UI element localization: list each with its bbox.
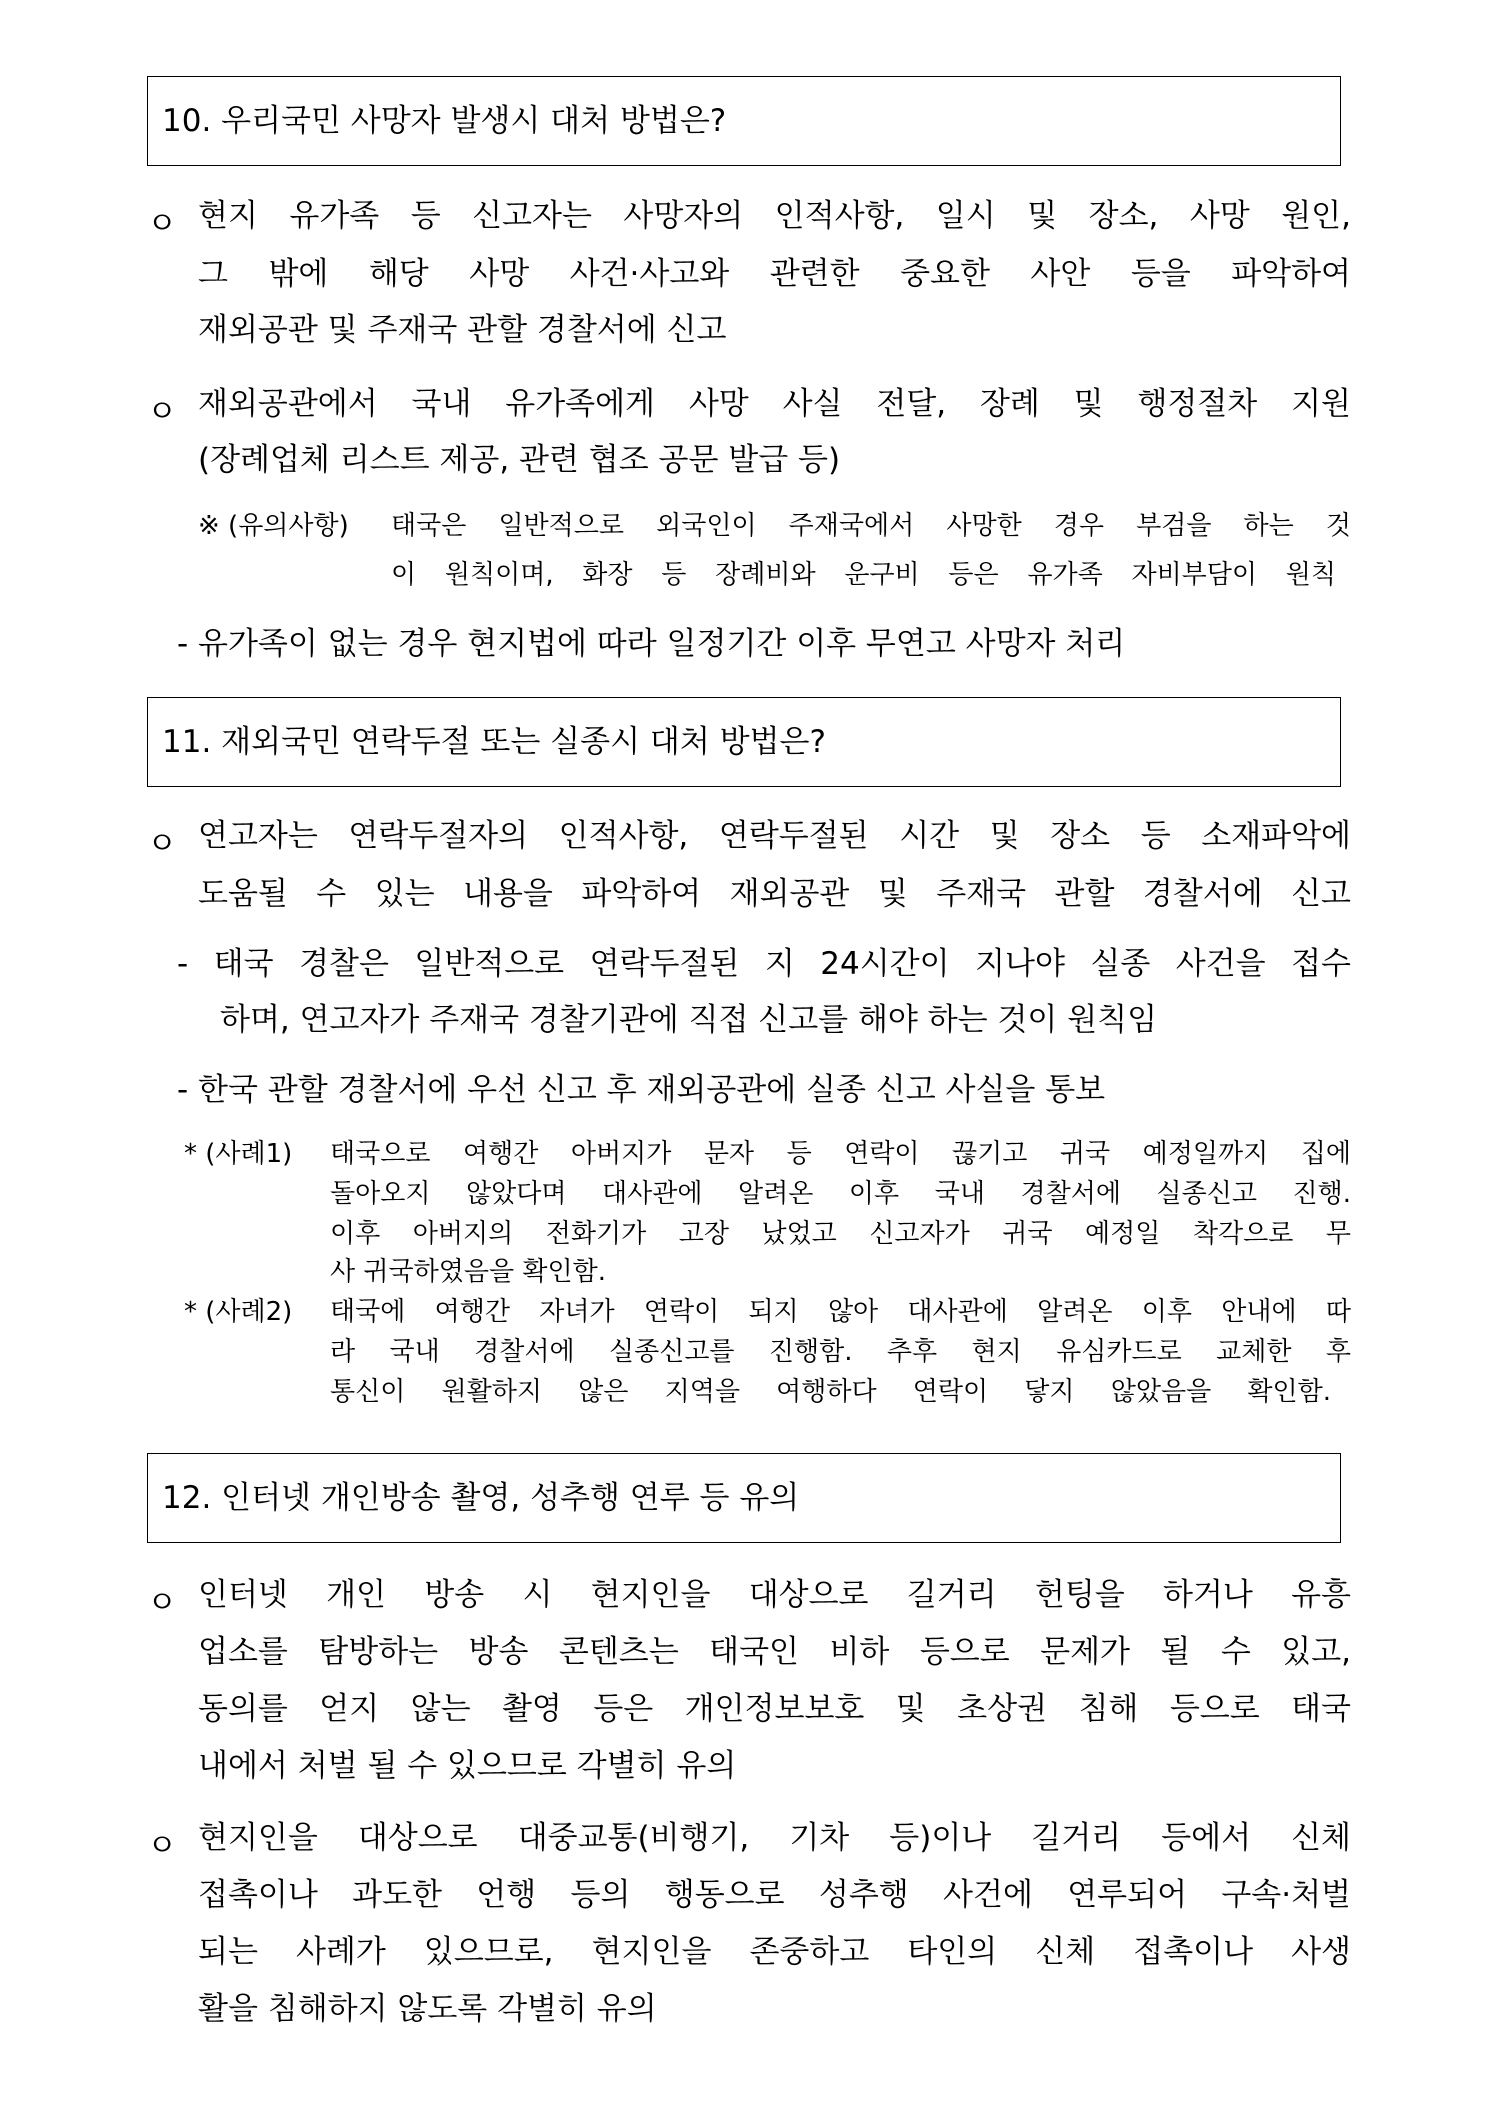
case-line: 돌아오지 않았다며 대사관에 알려온 이후 국내 경찰서에 실종신고 진행. (330, 1179, 1351, 1209)
note-line: 이 원칙이며, 화장 등 장례비와 운구비 등은 유가족 자비부담이 원칙 (391, 560, 1336, 590)
bullet-marker: ㅇ (147, 394, 177, 430)
section-10-heading: 10. 우리국민 사망자 발생시 대처 방법은? (147, 76, 1341, 166)
text-line: 내에서 처벌 될 수 있으므로 각별히 유의 (198, 1748, 737, 1784)
text-line: 현지인을 대상으로 대중교통(비행기, 기차 등)이나 길거리 등에서 신체 (198, 1820, 1351, 1856)
note-line: 태국은 일반적으로 외국인이 주재국에서 사망한 경우 부검을 하는 것 (391, 511, 1351, 541)
case-line: 태국으로 여행간 아버지가 문자 등 연락이 끊기고 귀국 예정일까지 집에 (330, 1139, 1351, 1169)
dash-line: - 태국 경찰은 일반적으로 연락두절된 지 24시간이 지나야 실종 사건을 접수 (177, 946, 1351, 982)
section-11-heading: 11. 재외국민 연락두절 또는 실종시 대처 방법은? (147, 697, 1341, 787)
bullet-marker: ㅇ (147, 1828, 177, 1864)
text-line: 연고자는 연락두절자의 인적사항, 연락두절된 시간 및 장소 등 소재파악에 (198, 818, 1351, 854)
text-line: 인터넷 개인 방송 시 현지인을 대상으로 길거리 헌팅을 하거나 유흥 (198, 1577, 1351, 1613)
dash-line: - 한국 관할 경찰서에 우선 신고 후 재외공관에 실종 신고 사실을 통보 (177, 1072, 1106, 1108)
text-line: (장례업체 리스트 제공, 관련 협조 공문 발급 등) (198, 442, 841, 478)
section-12-heading: 12. 인터넷 개인방송 촬영, 성추행 연루 등 유의 (147, 1453, 1341, 1543)
case-line: 태국에 여행간 자녀가 연락이 되지 않아 대사관에 알려온 이후 안내에 따 (330, 1297, 1351, 1327)
dash-line: 하며, 연고자가 주재국 경찰기관에 직접 신고를 해야 하는 것이 원칙임 (220, 1002, 1158, 1038)
case-label: * (사례2) (184, 1297, 293, 1327)
bullet-marker: ㅇ (147, 1585, 177, 1621)
note-label: ※ (유의사항) (198, 511, 349, 541)
text-line: 활을 침해하지 않도록 각별히 유의 (198, 1991, 657, 2027)
case-line: 라 국내 경찰서에 실종신고를 진행함. 추후 현지 유심카드로 교체한 후 (330, 1337, 1351, 1367)
text-line: 그 밖에 해당 사망 사건·사고와 관련한 중요한 사안 등을 파악하여 (198, 256, 1351, 292)
dash-line: - 유가족이 없는 경우 현지법에 따라 일정기간 이후 무연고 사망자 처리 (177, 626, 1126, 662)
text-line: 되는 사례가 있으므로, 현지인을 존중하고 타인의 신체 접촉이나 사생 (198, 1934, 1351, 1970)
case-line: 통신이 원활하지 않은 지역을 여행하다 연락이 닿지 않았음을 확인함. (330, 1377, 1331, 1407)
case-line: 사 귀국하였음을 확인함. (330, 1257, 606, 1287)
case-line: 이후 아버지의 전화기가 고장 났었고 신고자가 귀국 예정일 착각으로 무 (330, 1219, 1351, 1249)
text-line: 업소를 탐방하는 방송 콘텐츠는 태국인 비하 등으로 문제가 될 수 있고, (198, 1634, 1351, 1670)
text-line: 도움될 수 있는 내용을 파악하여 재외공관 및 주재국 관할 경찰서에 신고 (198, 876, 1351, 912)
bullet-marker: ㅇ (147, 826, 177, 862)
text-line: 재외공관에서 국내 유가족에게 사망 사실 전달, 장례 및 행정절차 지원 (198, 386, 1351, 422)
text-line: 접촉이나 과도한 언행 등의 행동으로 성추행 사건에 연루되어 구속·처벌 (198, 1877, 1351, 1913)
text-line: 재외공관 및 주재국 관할 경찰서에 신고 (198, 312, 727, 348)
text-line: 현지 유가족 등 신고자는 사망자의 인적사항, 일시 및 장소, 사망 원인, (198, 198, 1351, 234)
bullet-marker: ㅇ (147, 206, 177, 242)
case-label: * (사례1) (184, 1139, 293, 1169)
text-line: 동의를 얻지 않는 촬영 등은 개인정보보호 및 초상권 침해 등으로 태국 (198, 1691, 1351, 1727)
